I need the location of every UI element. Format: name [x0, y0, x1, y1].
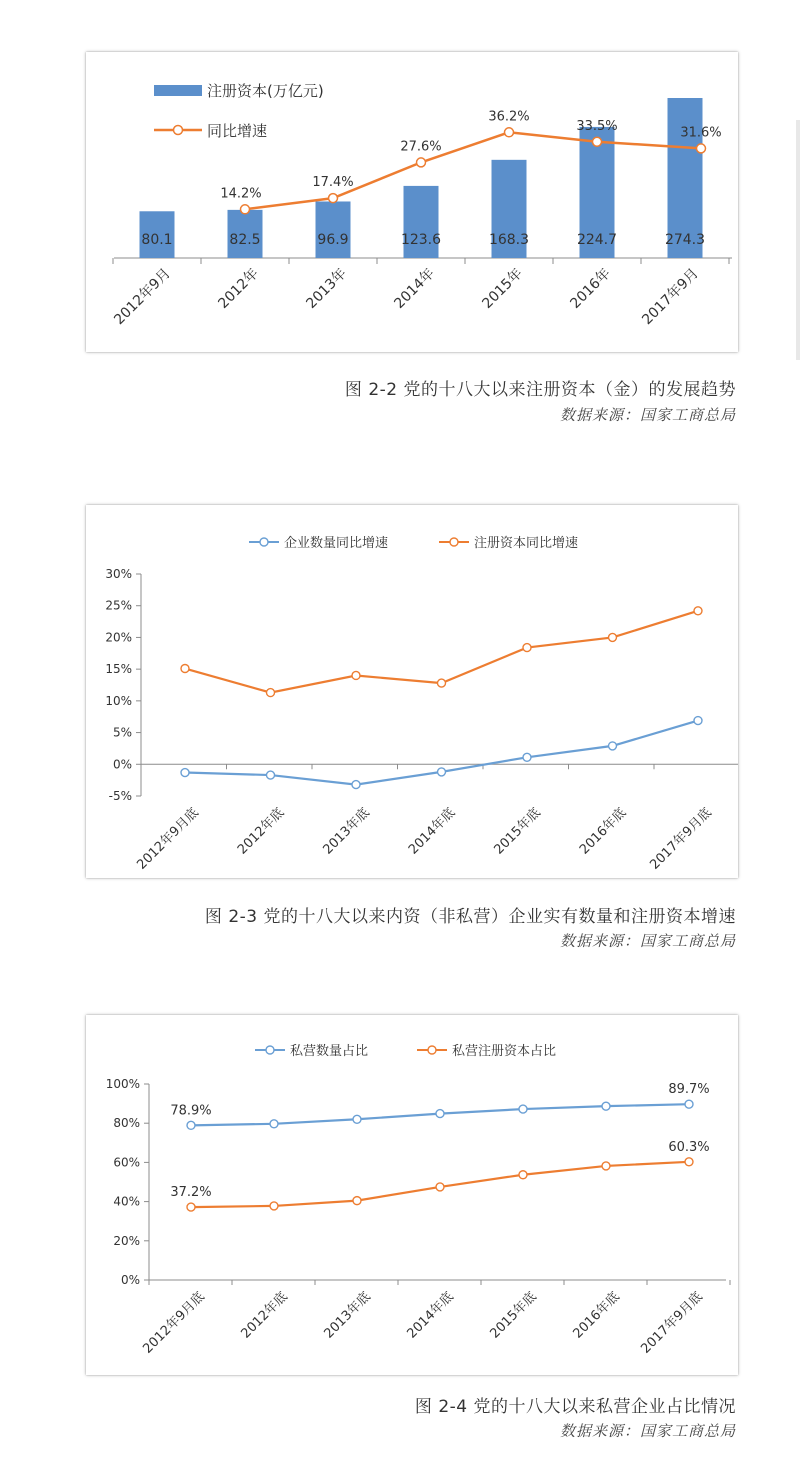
x-tick-label: 2012年9月底 [134, 805, 202, 873]
legend-swatch-bar [154, 85, 202, 96]
growth-value-label: 27.6% [400, 139, 442, 155]
data-point [438, 768, 446, 776]
bar-value-label: 168.3 [488, 232, 530, 248]
y-tick-label: 0% [112, 757, 132, 772]
growth-point [593, 137, 602, 146]
x-tick-label: 2015年底 [487, 1289, 540, 1342]
figure-source-2-2: 数据来源：国家工商总局 [559, 406, 736, 424]
legend-marker [260, 538, 268, 546]
figure-caption-2-4: 图 2-4 党的十八大以来私营企业占比情况 [414, 1397, 736, 1417]
data-label: 60.3% [668, 1139, 710, 1155]
legend-label: 企业数量同比增速 [284, 536, 389, 551]
y-tick-label: 0% [120, 1273, 140, 1287]
y-tick-label: 20% [105, 630, 132, 645]
x-tick-label: 2014年底 [404, 1289, 457, 1342]
legend-label-line: 同比增速 [207, 122, 268, 140]
figure-caption-2-2: 图 2-2 党的十八大以来注册资本（金）的发展趋势 [344, 380, 736, 400]
chart-panel-registered-capital [86, 52, 738, 352]
legend-label-bar: 注册资本(万亿元) [207, 82, 324, 100]
y-tick-label: 60% [113, 1155, 140, 1170]
growth-point [505, 128, 514, 137]
bar-value-label: 123.6 [400, 232, 442, 248]
y-tick-label: 25% [105, 598, 132, 613]
y-tick-label: 30% [105, 567, 132, 581]
page-edge-strip [796, 120, 800, 360]
data-point [523, 753, 531, 761]
data-point [438, 679, 446, 687]
x-tick-label: 2013年 [303, 265, 350, 312]
y-tick-label: 80% [113, 1116, 140, 1131]
data-point [609, 633, 617, 641]
bar-value-label: 224.7 [576, 232, 618, 248]
bar-value-label: 82.5 [229, 232, 261, 248]
data-point [436, 1110, 444, 1118]
data-point [436, 1183, 444, 1191]
growth-value-label: 33.5% [576, 118, 618, 134]
x-tick-label: 2016年底 [576, 805, 630, 858]
x-tick-label: 2016年底 [570, 1289, 623, 1342]
data-point [187, 1203, 195, 1211]
x-tick-label: 2014年 [391, 265, 438, 312]
legend-label: 私营注册资本占比 [452, 1044, 557, 1059]
data-point [519, 1105, 527, 1113]
data-point [352, 671, 360, 679]
y-tick-label: -5% [108, 789, 132, 803]
x-tick-label: 2012年底 [238, 1289, 291, 1342]
data-point [685, 1100, 693, 1108]
growth-value-label: 31.6% [680, 125, 722, 141]
growth-point [417, 158, 426, 167]
x-tick-label: 2015年底 [491, 805, 544, 858]
y-tick-label: 20% [113, 1233, 140, 1248]
data-point [267, 689, 275, 697]
bar-value-label: 274.3 [664, 232, 706, 248]
y-tick-label: 10% [105, 693, 132, 708]
data-point [519, 1171, 527, 1179]
legend-marker [428, 1046, 436, 1054]
data-label: 37.2% [170, 1185, 212, 1201]
data-point [352, 781, 360, 789]
x-tick-label: 2012年底 [234, 805, 288, 858]
data-point [353, 1115, 361, 1123]
data-point [270, 1120, 278, 1128]
x-tick-label: 2013年底 [321, 1289, 374, 1342]
data-point [181, 665, 189, 673]
bar-value-label: 96.9 [317, 232, 349, 248]
chart-growth-rates [86, 505, 738, 878]
growth-point [697, 144, 706, 153]
y-tick-label: 5% [112, 725, 132, 740]
chart-panel-private-share [86, 1015, 738, 1375]
figure-source-2-4: 数据来源：国家工商总局 [559, 1422, 736, 1440]
data-label: 78.9% [170, 1103, 212, 1119]
figure-source-2-3: 数据来源：国家工商总局 [559, 932, 736, 950]
data-point [694, 717, 702, 725]
x-tick-label: 2015年 [479, 265, 526, 312]
legend-marker-line [174, 126, 183, 135]
data-point [187, 1121, 195, 1129]
figure-caption-2-3: 图 2-3 党的十八大以来内资（非私营）企业实有数量和注册资本增速 [204, 907, 736, 927]
chart-panel-growth-rates [86, 505, 738, 878]
growth-value-label: 17.4% [312, 175, 354, 191]
data-point [181, 769, 189, 777]
x-tick-label: 2017年9月底 [638, 1289, 706, 1357]
growth-value-label: 14.2% [220, 186, 262, 202]
data-point [609, 742, 617, 750]
legend-marker [450, 538, 458, 546]
data-point [694, 607, 702, 615]
data-point [267, 771, 275, 779]
bar [316, 201, 351, 258]
legend-label: 注册资本同比增速 [474, 536, 579, 551]
y-tick-label: 40% [113, 1194, 140, 1209]
data-point [602, 1102, 610, 1110]
x-tick-label: 2012年9月底 [140, 1289, 208, 1357]
data-label: 89.7% [668, 1082, 710, 1098]
chart-private-share [86, 1015, 738, 1375]
growth-value-label: 36.2% [488, 109, 530, 125]
y-tick-label: 100% [105, 1077, 140, 1091]
x-tick-label: 2013年底 [320, 805, 373, 858]
x-tick-label: 2017年9月 [639, 265, 702, 329]
legend-label: 私营数量占比 [290, 1044, 369, 1059]
chart-registered-capital [86, 52, 738, 352]
data-point [270, 1202, 278, 1210]
x-tick-label: 2016年 [567, 265, 614, 312]
growth-point [329, 194, 338, 203]
data-point [602, 1162, 610, 1170]
x-tick-label: 2017年9月底 [647, 805, 715, 873]
x-tick-label: 2014年底 [405, 805, 459, 858]
data-point [353, 1197, 361, 1205]
x-tick-label: 2012年 [215, 265, 262, 312]
x-tick-label: 2012年9月 [111, 265, 174, 329]
bar-value-label: 80.1 [141, 232, 173, 248]
y-tick-label: 15% [105, 662, 132, 677]
growth-line [245, 132, 701, 209]
growth-point [241, 205, 250, 214]
legend-marker [266, 1046, 274, 1054]
data-point [685, 1158, 693, 1166]
data-point [523, 644, 531, 652]
